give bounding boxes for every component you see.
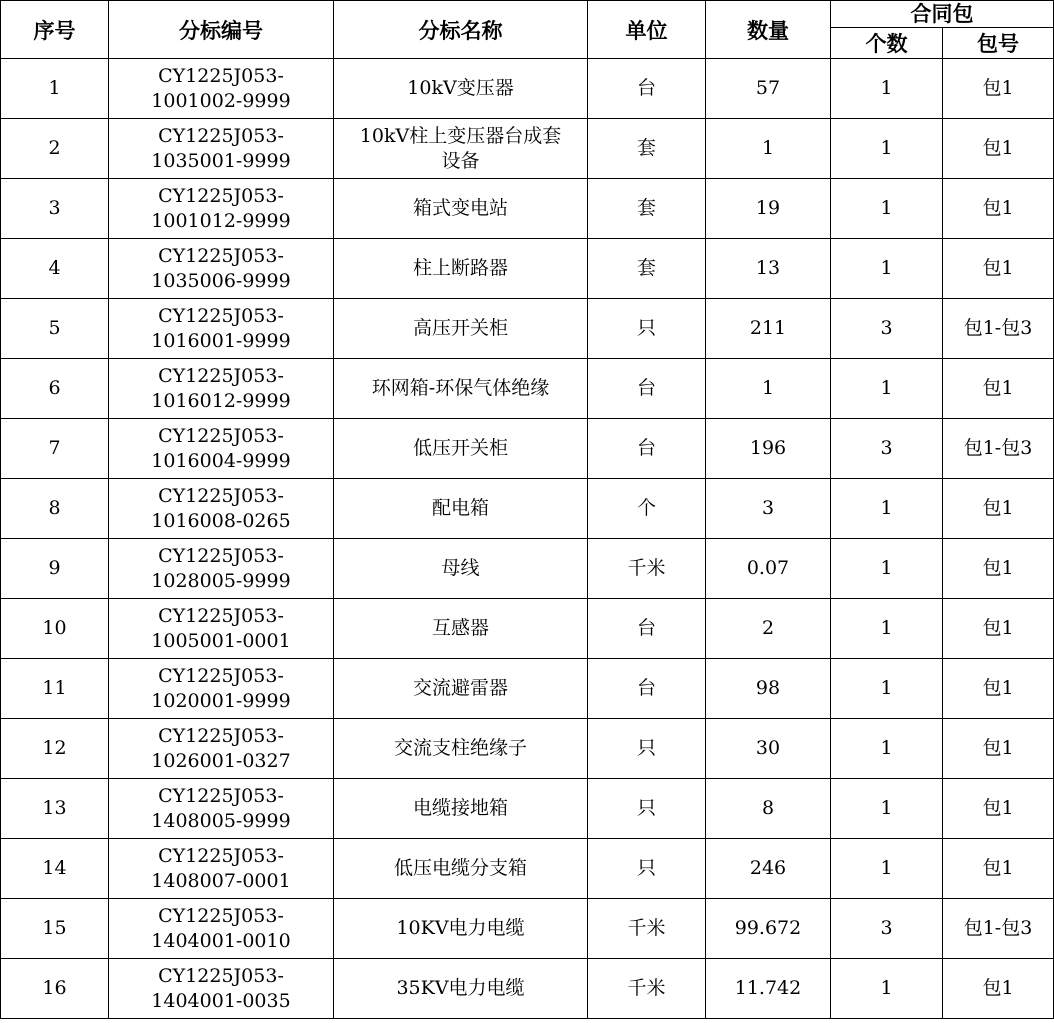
unit-cell [588,59,706,119]
package-count-cell [831,179,943,239]
unit-cell [588,479,706,539]
unit-text: 只 [636,797,656,819]
package-count-cell [831,479,943,539]
header-package-no: 包号 [943,28,1054,59]
quantity-text: 3 [761,497,775,519]
unit-text: 套 [636,197,656,219]
package-no-text: 包1 [982,977,1014,999]
table-row [1,179,1054,239]
lot-code-cell [109,779,334,839]
lot-code-text: CY1225J053- [158,124,284,147]
seq-cell [1,59,109,119]
package-count-cell [831,119,943,179]
lot-code-text: 1016001-9999 [151,329,291,352]
lot-code-text: 1005001-0001 [151,629,291,652]
lot-name-cell [334,659,588,719]
lot-code-cell [109,359,334,419]
seq-cell [1,419,109,479]
quantity-text: 57 [755,77,781,99]
package-no-cell [943,839,1054,899]
package-count-text: 1 [880,197,893,219]
quantity-text: 8 [761,797,775,819]
package-no-text: 包1 [982,77,1014,99]
lot-name-text: 10KV电力电缆 [396,917,525,939]
seq-text: 16 [42,977,67,999]
lot-code-text: 1035001-9999 [151,149,291,172]
header-row [1,1,1054,28]
package-count-cell [831,899,943,959]
lot-code-text: CY1225J053- [158,244,284,267]
table-row [1,59,1054,119]
seq-cell [1,779,109,839]
package-count-text: 1 [880,257,893,279]
lot-name-cell [334,419,588,479]
quantity-text: 99.672 [734,917,802,939]
lot-code-cell [109,119,334,179]
lot-code-cell [109,479,334,539]
unit-text: 台 [636,617,656,639]
table-body [1,59,1054,1019]
package-count-text: 1 [880,137,893,159]
lot-name-cell [334,359,588,419]
package-no-cell [943,959,1054,1019]
seq-cell [1,479,109,539]
lot-code-cell [109,719,334,779]
unit-cell [588,899,706,959]
lot-name-cell [334,479,588,539]
lot-code-text: 1016012-9999 [151,389,291,412]
lot-code-text: 1020001-9999 [151,689,291,712]
seq-text: 1 [48,77,61,99]
lot-code-cell [109,659,334,719]
seq-text: 6 [48,377,61,399]
seq-cell [1,179,109,239]
lot-name-cell [334,779,588,839]
seq-cell [1,959,109,1019]
lot-name-cell [334,839,588,899]
table-row [1,359,1054,419]
lot-name-cell [334,599,588,659]
lot-code-cell [109,899,334,959]
unit-text: 台 [636,77,656,99]
quantity-cell [706,839,831,899]
lot-name-text: 交流支柱绝缘子 [393,737,527,759]
seq-text: 3 [48,197,61,219]
lot-name-cell [334,539,588,599]
lot-name-text: 10kV柱上变压器台成套 [359,124,562,147]
package-no-cell [943,659,1054,719]
package-no-text: 包1-包3 [963,437,1033,459]
quantity-cell [706,779,831,839]
quantity-cell [706,659,831,719]
seq-cell [1,659,109,719]
lot-name-text: 低压开关柜 [412,437,508,459]
lot-name-cell [334,179,588,239]
lot-name-text: 设备 [441,149,480,172]
unit-text: 只 [636,317,656,339]
lot-name-text: 电缆接地箱 [412,797,508,819]
unit-cell [588,779,706,839]
lot-name-text: 10kV变压器 [407,77,514,99]
lot-code-text: CY1225J053- [158,304,284,327]
lot-code-text: 1404001-0010 [151,929,291,952]
seq-text: 10 [42,617,67,639]
package-count-cell [831,419,943,479]
lot-code-text: CY1225J053- [158,424,284,447]
package-count-text: 1 [880,677,893,699]
lot-code-cell [109,59,334,119]
table-row [1,659,1054,719]
package-no-cell [943,419,1054,479]
unit-text: 套 [636,137,656,159]
package-no-text: 包1 [982,737,1014,759]
package-no-cell [943,239,1054,299]
lot-code-text: CY1225J053- [158,544,284,567]
lot-name-cell [334,299,588,359]
unit-text: 千米 [627,977,666,999]
header-contract-package: 合同包 [831,1,1054,28]
unit-cell [588,959,706,1019]
quantity-text: 1 [761,137,775,159]
lot-name-cell [334,239,588,299]
unit-cell [588,599,706,659]
table-row [1,779,1054,839]
table-row [1,239,1054,299]
lot-code-text: CY1225J053- [158,64,284,87]
seq-cell [1,239,109,299]
package-count-text: 1 [880,737,893,759]
package-count-cell [831,659,943,719]
unit-text: 千米 [627,917,666,939]
lot-code-cell [109,539,334,599]
quantity-cell [706,539,831,599]
seq-text: 14 [42,857,67,879]
lot-code-text: CY1225J053- [158,844,284,867]
package-no-cell [943,599,1054,659]
package-no-cell [943,899,1054,959]
package-no-cell [943,359,1054,419]
lot-code-text: 1016004-9999 [151,449,291,472]
table-row [1,959,1054,1019]
package-count-text: 1 [880,797,893,819]
package-count-text: 3 [880,317,893,339]
table-row [1,479,1054,539]
quantity-text: 2 [761,617,775,639]
lot-code-text: CY1225J053- [158,604,284,627]
package-count-cell [831,359,943,419]
package-no-text: 包1-包3 [963,917,1033,939]
package-count-text: 1 [880,977,893,999]
seq-cell [1,899,109,959]
lot-code-text: CY1225J053- [158,724,284,747]
lot-name-text: 35KV电力电缆 [396,977,525,999]
lot-code-text: 1028005-9999 [151,569,291,592]
unit-cell [588,119,706,179]
package-count-text: 3 [880,437,893,459]
package-no-text: 包1 [982,857,1014,879]
lot-name-text: 箱式变电站 [412,197,508,219]
unit-text: 只 [636,737,656,759]
seq-cell [1,119,109,179]
lot-code-text: CY1225J053- [158,964,284,987]
unit-cell [588,239,706,299]
quantity-text: 246 [749,857,787,879]
header-quantity: 数量 [706,1,831,59]
unit-cell [588,179,706,239]
package-count-text: 1 [880,77,893,99]
lot-name-cell [334,119,588,179]
seq-cell [1,359,109,419]
table-row [1,119,1054,179]
seq-text: 13 [42,797,67,819]
quantity-cell [706,719,831,779]
package-count-cell [831,599,943,659]
lot-code-text: CY1225J053- [158,184,284,207]
lot-code-text: 1408007-0001 [151,869,291,892]
lot-code-text: CY1225J053- [158,484,284,507]
header-lot-name: 分标名称 [334,1,588,59]
quantity-text: 98 [755,677,781,699]
seq-cell [1,299,109,359]
quantity-text: 196 [749,437,787,459]
quantity-cell [706,419,831,479]
package-count-text: 1 [880,557,893,579]
unit-cell [588,359,706,419]
seq-text: 9 [48,557,61,579]
header-seq: 序号 [1,1,109,59]
package-no-text: 包1 [982,377,1014,399]
package-count-text: 1 [880,377,893,399]
unit-text: 台 [636,437,656,459]
table-row [1,899,1054,959]
package-no-cell [943,479,1054,539]
lot-code-text: 1026001-0327 [151,749,291,772]
seq-cell [1,599,109,659]
quantity-cell [706,959,831,1019]
quantity-cell [706,119,831,179]
package-no-text: 包1 [982,257,1014,279]
quantity-text: 0.07 [746,557,790,579]
quantity-cell [706,239,831,299]
lot-name-text: 母线 [441,557,480,579]
lot-code-cell [109,239,334,299]
package-no-text: 包1 [982,497,1014,519]
lot-name-cell [334,59,588,119]
package-count-cell [831,239,943,299]
lot-code-text: CY1225J053- [158,664,284,687]
table-row [1,599,1054,659]
lot-code-cell [109,599,334,659]
lot-code-text: 1408005-9999 [151,809,291,832]
package-no-cell [943,719,1054,779]
quantity-cell [706,59,831,119]
lot-code-cell [109,959,334,1019]
lot-code-text: CY1225J053- [158,904,284,927]
package-count-cell [831,299,943,359]
table-row [1,839,1054,899]
seq-text: 2 [48,137,61,159]
lot-code-cell [109,299,334,359]
package-count-text: 1 [880,617,893,639]
package-count-cell [831,779,943,839]
quantity-text: 30 [755,737,781,759]
unit-text: 千米 [627,557,666,579]
unit-text: 个 [636,497,656,519]
table-row [1,719,1054,779]
unit-text: 只 [636,857,656,879]
header-unit: 单位 [588,1,706,59]
table-row [1,539,1054,599]
unit-cell [588,719,706,779]
quantity-cell [706,299,831,359]
seq-text: 15 [42,917,67,939]
unit-cell [588,299,706,359]
quantity-cell [706,359,831,419]
package-no-text: 包1 [982,557,1014,579]
lot-code-text: 1001012-9999 [151,209,291,232]
header-lot-code: 分标编号 [109,1,334,59]
lot-code-text: CY1225J053- [158,784,284,807]
seq-cell [1,539,109,599]
unit-cell [588,539,706,599]
package-no-cell [943,179,1054,239]
package-no-text: 包1 [982,617,1014,639]
lot-name-text: 互感器 [431,617,489,639]
quantity-text: 1 [761,377,775,399]
header-package-count: 个数 [831,28,943,59]
seq-text: 7 [48,437,61,459]
seq-text: 5 [48,317,61,339]
seq-text: 12 [42,737,67,759]
package-no-text: 包1-包3 [963,317,1033,339]
package-count-cell [831,59,943,119]
seq-text: 8 [48,497,61,519]
package-no-cell [943,59,1054,119]
package-count-text: 1 [880,857,893,879]
package-no-text: 包1 [982,677,1014,699]
package-no-cell [943,299,1054,359]
lot-code-cell [109,839,334,899]
quantity-cell [706,599,831,659]
package-no-cell [943,539,1054,599]
quantity-cell [706,479,831,539]
table-row [1,299,1054,359]
package-no-cell [943,779,1054,839]
quantity-text: 13 [755,257,781,279]
seq-cell [1,839,109,899]
package-no-text: 包1 [982,137,1014,159]
lot-code-text: 1404001-0035 [151,989,291,1012]
quantity-text: 19 [755,197,781,219]
package-count-cell [831,719,943,779]
lot-code-text: CY1225J053- [158,364,284,387]
lot-code-text: 1035006-9999 [151,269,291,292]
lot-code-text: 1001002-9999 [151,89,291,112]
quantity-cell [706,899,831,959]
package-no-text: 包1 [982,197,1014,219]
unit-text: 台 [636,677,656,699]
seq-cell [1,719,109,779]
unit-cell [588,839,706,899]
lot-name-cell [334,899,588,959]
lot-name-text: 低压电缆分支箱 [393,857,527,879]
lot-code-cell [109,179,334,239]
lot-code-text: 1016008-0265 [151,509,291,532]
seq-text: 11 [42,677,67,699]
seq-text: 4 [48,257,61,279]
quantity-text: 211 [749,317,787,339]
package-count-cell [831,539,943,599]
package-count-text: 1 [880,497,893,519]
unit-text: 套 [636,257,656,279]
lot-name-text: 高压开关柜 [412,317,508,339]
unit-cell [588,419,706,479]
lot-code-cell [109,419,334,479]
unit-text: 台 [636,377,656,399]
lot-name-text: 交流避雷器 [412,677,508,699]
lot-name-text: 环网箱-环保气体绝缘 [371,377,550,399]
lot-name-text: 配电箱 [431,497,489,519]
lot-name-text: 柱上断路器 [412,257,508,279]
package-no-cell [943,119,1054,179]
lot-name-cell [334,719,588,779]
quantity-text: 11.742 [734,977,802,999]
package-count-text: 3 [880,917,893,939]
lot-name-cell [334,959,588,1019]
package-count-cell [831,959,943,1019]
package-count-cell [831,839,943,899]
unit-cell [588,659,706,719]
package-no-text: 包1 [982,797,1014,819]
quantity-cell [706,179,831,239]
table-row [1,419,1054,479]
